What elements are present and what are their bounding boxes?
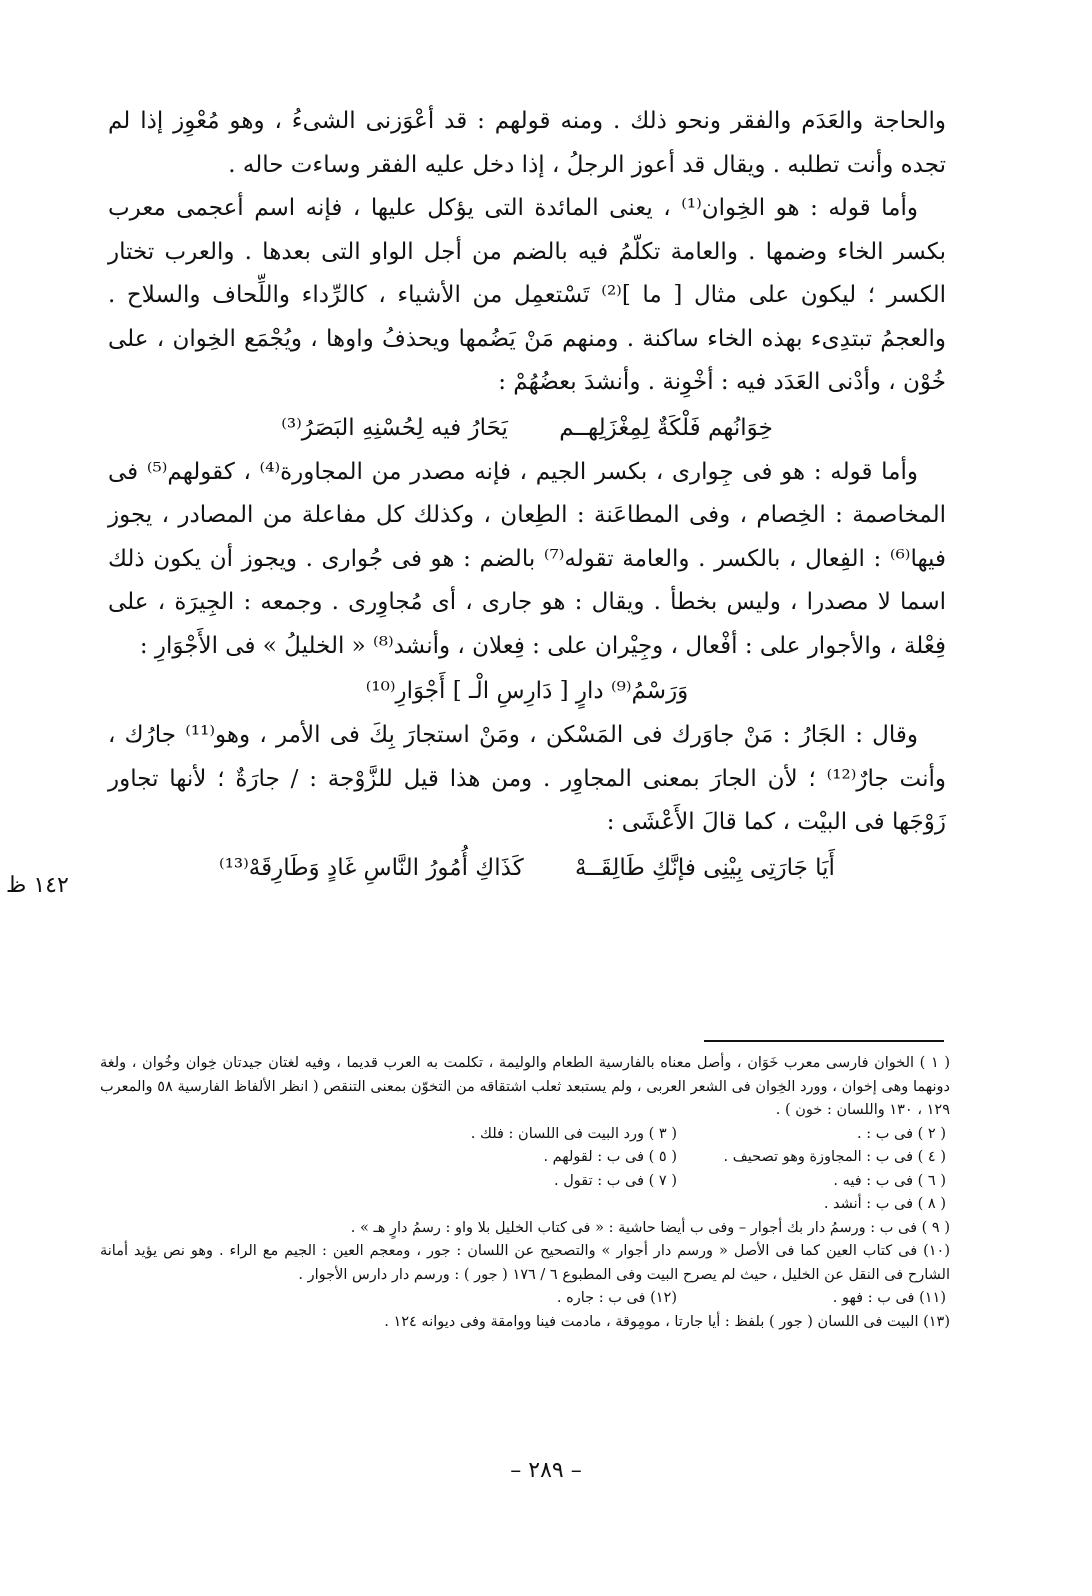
main-text — [108, 100, 946, 891]
footnote-9: ( ٩ ) فى ب : ورسمُ دار بك أجوار – وفى ب أيضا حاشية : « فى كتاب الخليل بلا واو : رسمُ دارٍ هـ » . — [350, 1219, 950, 1236]
manuscript-folio-marker: ١٤٢ ظ — [6, 873, 69, 898]
verse-1 — [108, 405, 946, 451]
footnote-row — [100, 1193, 950, 1217]
verse-3-second-hemistich: كَذَاكِ أُمُورُ النَّاسِ غَادٍ وَطَارِقَهْ⁽¹³⁾ — [219, 854, 524, 881]
footnote-3: ( ٣ ) ورد البيت فى اللسان : فلك . — [470, 1125, 677, 1142]
footnote-divider — [704, 1040, 944, 1042]
verse-3 — [108, 845, 946, 891]
footnote-5: ( ٥ ) فى ب : لقولهم . — [543, 1149, 677, 1165]
footnote-12: (١٢) فى ب : جاره . — [556, 1290, 677, 1306]
footnote-11: (١١) فى ب : فهو . — [832, 1290, 946, 1306]
verse-2: وَرَسْمُ⁽⁹⁾ دارٍ [ دَارِسِ الْـ ] أَجْوَارِ⁽¹⁰⁾ — [365, 678, 689, 704]
footnote-6: ( ٦ ) فى ب : فيه . — [833, 1172, 946, 1189]
verse-1-second-hemistich: يَحَارُ فيه لِحُسْنِهِ البَصَرُ⁽³⁾ — [281, 414, 508, 441]
verse-1-first-hemistich: خِوَانُهم فَلْكَةٌ لِمِغْزَلِهــم — [559, 414, 773, 441]
footnote-13: (١٣) البيت فى اللسان ( جور ) بلفظ : أيا جارتا ، مومِوقة ، مادمت فينا ووامقة وفى ديوانه ١٢٤ . — [384, 1313, 950, 1330]
paragraph-4: وقال : الجَارُ : مَنْ جاوَرك فى المَسْكن ، ومَنْ استجارَ بِكَ فى الأمر ، وهو⁽¹¹⁾ جارُك ، وأنت جارٌ⁽¹²⁾ ؛ لأن الجارَ بمعنى المجاوِر . ومن هذا قيل للزَّوْجة : / جارَةٌ ؛ لأنها تجاور زَوْجَها فى البيْت ، كما قالَ الأَعْشَى : — [108, 722, 946, 835]
footnote-row — [100, 1123, 950, 1147]
footnotes — [100, 1052, 950, 1334]
footnote-row — [100, 1287, 950, 1311]
footnote-8: ( ٨ ) فى ب : أنشد . — [823, 1196, 946, 1212]
footnote-1: ( ١ ) الخوان فارسى معرب خَوَان ، وأصل معناه بالفارسية الطعام والوليمة ، تكلمت به العرب قديما ، وفيه لغتان جيدتان خِوان وخُوان ، ولغة دونهما وهى إخوان ، وورد الخِوان فى الشعر العربى ، ولم يستبعد ثعلب اشتقاقه من التخوّن بمعنى التنقص ( انظر الألفاظ الفارسية ٥٨ والمعرب ١٢٩ ، ١٣٠ واللسان : خون ) . — [100, 1055, 950, 1118]
footnote-row — [100, 1146, 950, 1170]
page-number: – ٢٨٩ – — [510, 1458, 582, 1483]
footnote-row — [100, 1170, 950, 1194]
footnote-2: ( ٢ ) فى ب : . — [857, 1125, 946, 1142]
paragraph-2: وأما قوله : هو الخِوان⁽¹⁾ ، يعنى المائدة التى يؤكل عليها ، فإنه اسم أعجمى معرب بكسر الخاء وضمها . والعامة تكلّمُ فيه بالضم من أجل الواو التى بعدها . والعرب تختار الكسر ؛ ليكون على مثال [ ما ]⁽²⁾ تَسْتعمِل من الأشياء ، كالرِّداء واللِّحاف والسلاح . والعجمُ تبتدِىء بهذه الخاء ساكنة . ومنهم مَنْ يَضُمها ويحذفُ واوها ، ويُجْمَع الخِوان ، على خُوْن ، وأدْنى العَدَد فيه : أخْوِنة . وأنشدَ بعضُهُمْ : — [108, 195, 946, 395]
paragraph-1: والحاجة والعَدَم والفقر ونحو ذلك . ومنه قولهم : قد أعْوَزنى الشىءُ ، وهو مُعْوِز إذا لم تجده وأنت تطلبه . ويقال قد أعوز الرجلُ ، إذا دخل عليه الفقر وساءت حاله . — [108, 108, 946, 178]
footnote-7: ( ٧ ) فى ب : تقول . — [554, 1172, 677, 1189]
verse-3-first-hemistich: أَيَا جَارَتِى بِيْنِى فإنَّكِ طَالِقَــهْ — [574, 854, 835, 881]
paragraph-3: وأما قوله : هو فى جِوارى ، بكسر الجيم ، فإنه مصدر من المجاورة⁽⁴⁾ ، كقولهم⁽⁵⁾ فى المخاصمة : الخِصام ، وفى المطاعَنة : الطِعان ، وكذلك كل مفاعلة من المصادر ، يجوز فيها⁽⁶⁾ : الفِعال ، بالكسر . والعامة تقوله⁽⁷⁾ بالضم : هو فى جُوارى . ويجوز أن يكون ذلك اسما لا مصدرا ، وليس بخطأ . ويقال : هو جارى ، أى مُجاوِرى . وجمعه : الجِيرَة ، على فِعْلة ، والأجوار على : أفْعال ، وجِيْران على : فِعلان ، وأنشد⁽⁸⁾ « الخليلُ » فى الأَجْوَارِ : — [108, 458, 946, 659]
footnote-10: (١٠) فى كتاب العين كما فى الأصل « ورسم دار أجوار » والتصحيح عن اللسان : جور ، ومعجم العين : الجيم مع الراء . وهو نص يؤيد أمانة الشارح فى النقل عن الخليل ، حيث لم يصرح البيت وفى المطبوع ٦ / ١٧٦ ( جور ) : ورسم دار دارس الأجوار . — [100, 1243, 950, 1283]
footnote-4: ( ٤ ) فى ب : المجاوزة وهو تصحيف . — [723, 1149, 946, 1165]
